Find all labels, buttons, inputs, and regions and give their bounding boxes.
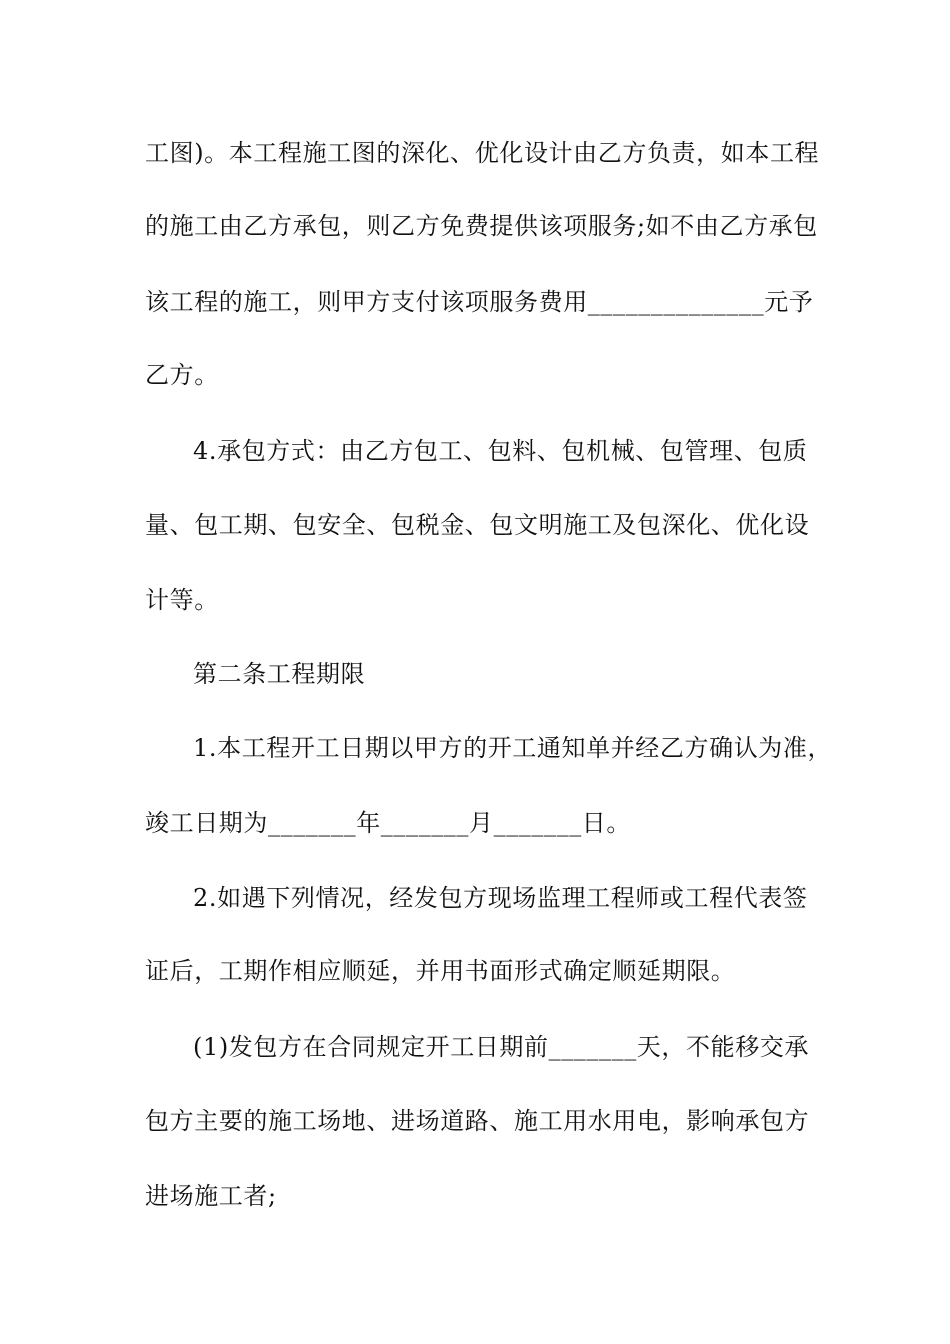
text-line: 的施工由乙方承包，则乙方免费提供该项服务;如不由乙方承包 <box>145 212 818 240</box>
text-line: 证后，工期作相应顺延，并用书面形式确定顺延期限。 <box>145 957 736 985</box>
text-line: 竣工日期为_______年_______月_______日。 <box>145 809 631 837</box>
text-line: 量、包工期、包安全、包税金、包文明施工及包深化、优化设 <box>145 511 810 539</box>
text-line: 1.本工程开工日期以甲方的开工通知单并经乙方确认为准， <box>193 734 833 762</box>
text-line: 包方主要的施工场地、进场道路、施工用水用电，影响承包方 <box>145 1107 810 1135</box>
text-line: 4.承包方式：由乙方包工、包料、包机械、包管理、包质 <box>193 437 808 465</box>
text-line: (1)发包方在合同规定开工日期前_______天，不能移交承 <box>193 1033 809 1061</box>
text-line: 工图)。本工程施工图的深化、优化设计由乙方负责，如本工程 <box>145 139 820 167</box>
text-line: 该工程的施工，则甲方支付该项服务费用______________元予 <box>145 288 814 316</box>
text-line: 2.如遇下列情况，经发包方现场监理工程师或工程代表签 <box>193 884 808 912</box>
text-line: 进场施工者; <box>145 1182 277 1210</box>
text-line: 乙方。 <box>145 361 219 389</box>
text-line: 计等。 <box>145 586 219 614</box>
section-heading: 第二条工程期限 <box>193 660 366 688</box>
